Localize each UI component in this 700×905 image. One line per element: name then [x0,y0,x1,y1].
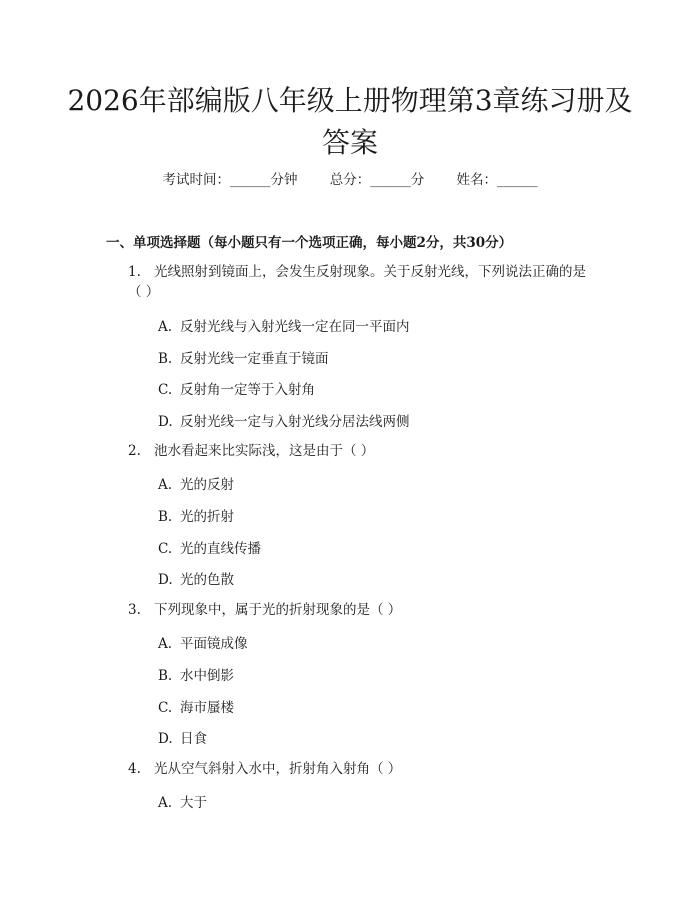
question-text: 光从空气斜射入水中，折射角入射角（ ） [154,761,402,777]
document-title: 2026年部编版八年级上册物理第3章练习册及答案 [67,84,633,159]
exam-info-line [0,168,700,188]
question-text: 池水看起来比实际浅，这是由于（ ） [154,443,375,459]
option-3a: A. 平面镜成像 [158,636,248,652]
question-text: 下列现象中，属于光的折射现象的是（ ） [154,602,402,618]
option-2c: C. 光的直线传播 [158,541,261,557]
option-1b: B. 反射光线一定垂直于镜面 [158,351,329,367]
question-number: 1. [128,264,141,280]
option-3d: D. 日食 [158,731,207,747]
option-1d: D. 反射光线一定与入射光线分居法线两侧 [158,414,410,430]
option-1a: A. 反射光线与入射光线一定在同一平面内 [158,319,410,335]
exam-time-field: 考试时间：______分钟 [162,172,298,188]
exam-score-field: 总分：______分 [329,172,425,188]
option-4a: A. 大于 [158,795,207,811]
question-number: 2. [128,443,141,459]
question-1 [128,262,598,302]
question-number: 4. [128,761,141,777]
question-4 [128,759,401,779]
option-2a: A. 光的反射 [158,477,234,493]
question-3 [128,600,401,620]
question-number: 3. [128,602,141,618]
option-2d: D. 光的色散 [158,572,234,588]
question-2 [128,441,374,461]
option-2b: B. 光的折射 [158,509,234,525]
question-text: 光线照射到镜面上，会发生反射现象。关于反射光线，下列说法正确的是（ ） [128,264,586,300]
option-1c: C. 反射角一定等于入射角 [158,382,315,398]
option-3b: B. 水中倒影 [158,668,234,684]
student-name-field: 姓名：______ [456,172,538,188]
option-3c: C. 海市蜃楼 [158,700,234,716]
section-title: 一、单项选择题（每小题只有一个选项正确，每小题2分，共30分） [106,235,513,251]
